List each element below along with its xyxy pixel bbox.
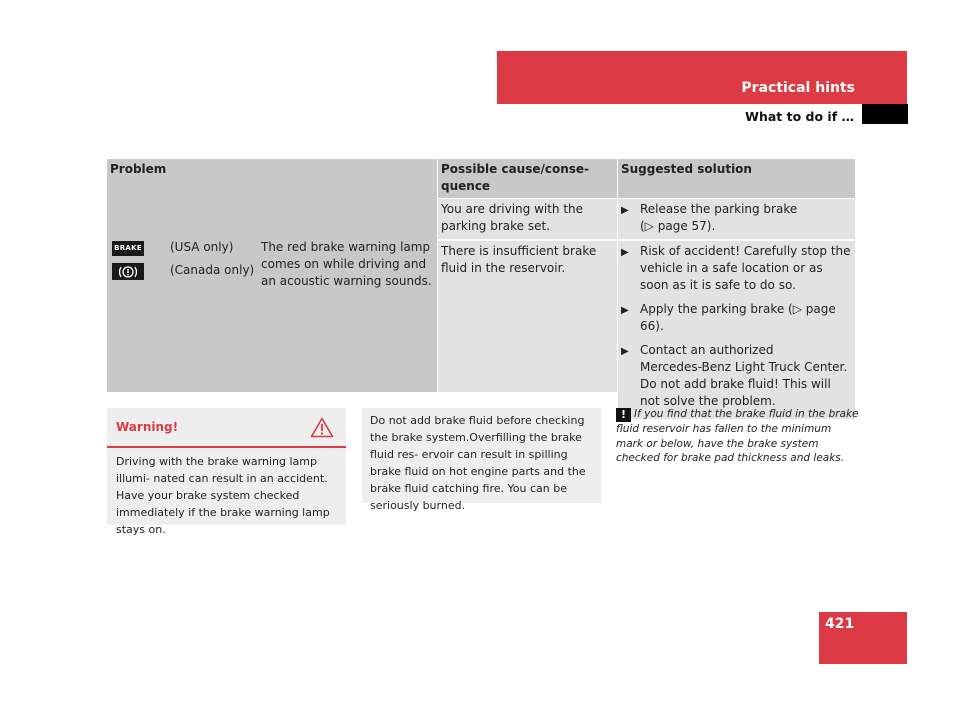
subsection-title: What to do if … <box>745 109 854 124</box>
solution-item <box>621 243 852 294</box>
header-problem: Problem <box>107 159 437 198</box>
solution-item <box>621 342 852 410</box>
warning-triangle-icon <box>310 417 334 442</box>
cause-cell-parking-brake: You are driving with the parking brake set. <box>438 199 617 239</box>
brake-circle-exclamation-icon <box>112 263 144 280</box>
solution-text: Contact an authorized Mercedes-Benz Light Truck Center. Do not add brake fluid! This will not solve the problem. <box>640 343 848 408</box>
warning-header <box>107 408 346 448</box>
page-number: 421 <box>825 616 855 632</box>
cause-cell-brake-fluid: There is insufficient brake fluid in the reservoir. <box>438 241 617 392</box>
section-title: Practical hints <box>741 80 855 96</box>
solution-text: Risk of accident! Carefully stop the vehicle in a safe location or as soon as it is safe to do so. <box>640 244 851 292</box>
solution-text: Apply the parking brake (▷ page 66). <box>640 302 836 333</box>
troubleshooting-table <box>107 159 855 408</box>
exclamation-icon: ! <box>616 408 631 422</box>
page-number-box <box>819 612 907 664</box>
cause-column <box>438 198 617 392</box>
table-header-row <box>107 159 855 198</box>
warning-text: Driving with the brake warning lamp illumi- nated can result in an accident. Have your brake system checked immediately if the brake warning lamp stays on. <box>116 455 330 536</box>
region-canada: (Canada only) <box>170 263 255 277</box>
problem-cell <box>107 198 437 392</box>
solution-cell-parking-brake <box>618 199 855 239</box>
black-tab-marker <box>862 104 908 124</box>
note <box>616 407 860 466</box>
header-solution: Suggested solution <box>618 159 855 198</box>
solution-text: Release the parking brake (▷ page 57). <box>640 202 798 233</box>
bullet-arrow-icon: ▶ <box>621 346 629 357</box>
bullet-arrow-icon: ▶ <box>621 247 629 258</box>
note-text: If you find that the brake fluid in the brake fluid reservoir has fallen to the minimum mark or below, have the brake system checked for brake pad thickness and leaks. <box>616 408 859 465</box>
warning-title: Warning! <box>116 420 179 434</box>
solution-column <box>618 198 855 408</box>
brake-text-icon: BRAKE <box>112 241 144 256</box>
bullet-arrow-icon: ▶ <box>621 305 629 316</box>
info-box: Do not add brake fluid before checking the brake system.Overfilling the brake fluid res- ervoir can result in spilling brake fluid on hot engine parts and the brake fluid catching fire. You can be seriously burned. <box>362 408 601 503</box>
warning-box <box>107 408 346 536</box>
region-usa: (USA only) <box>170 240 234 254</box>
solution-cell-brake-fluid <box>618 241 855 419</box>
solution-item <box>621 301 852 335</box>
header-band <box>497 51 907 104</box>
bullet-arrow-icon: ▶ <box>621 205 629 216</box>
problem-description: The red brake warning lamp comes on while driving and an acoustic warning sounds. <box>261 240 432 288</box>
header-cause: Possible cause/conse- quence <box>438 159 617 198</box>
table-body <box>107 198 855 408</box>
solution-item <box>621 201 852 235</box>
